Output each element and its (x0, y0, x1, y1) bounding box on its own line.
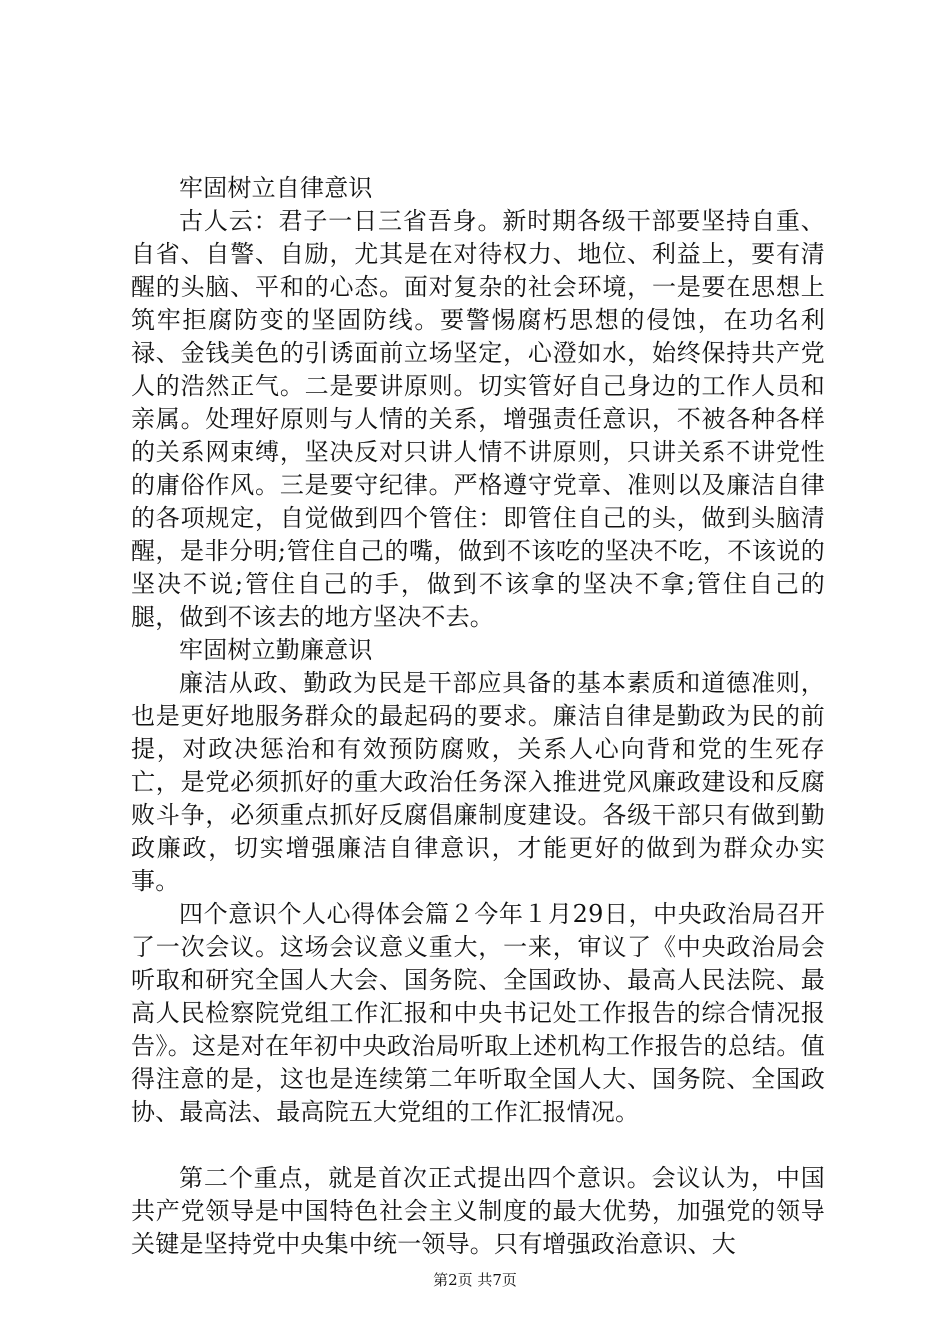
body-paragraph: 廉洁从政、勤政为民是干部应具备的基本素质和道德准则，也是更好地服务群众的最起码的要求。廉洁自律是勤政为民的前提，对政决惩治和有效预防腐败，关系人心向背和党的生死存亡，是党必须抓好的重大政治任务深入推进党风廉政建设和反腐败斗争，必须重点抓好反腐倡廉制度建设。各级干部只有做到勤政廉政，切实增强廉洁自律意识，才能更好的做到为群众办实事。 (131, 669, 825, 895)
paragraph-gap (131, 1129, 825, 1162)
page-footer: 第2页 共7页 (433, 1271, 517, 1289)
body-paragraph: 古人云：君子一日三省吾身。新时期各级干部要坚持自重、自省、自警、自励，尤其是在对待权力、地位、利益上，要有清醒的头脑、平和的心态。面对复杂的社会环境，一是要在思想上筑牢拒腐防变的坚固防线。要警惕腐朽思想的侵蚀，在功名利禄、金钱美色的引诱面前立场坚定，心澄如水，始终保持共产党人的浩然正气。二是要讲原则。切实管好自己身边的工作人员和亲属。处理好原则与人情的关系，增强责任意识，不被各种各样的关系网束缚，坚决反对只讲人情不讲原则，只讲关系不讲党性的庸俗作风。三是要守纪律。严格遵守党章、准则以及廉洁自律的各项规定，自觉做到四个管住：即管住自己的头，做到头脑清醒，是非分明;管住自己的嘴，做到不该吃的坚决不吃，不该说的坚决不说;管住自己的手，做到不该拿的坚决不拿;管住自己的腿，做到不该去的地方坚决不去。 (131, 207, 825, 631)
section-heading: 牢固树立勤廉意识 (179, 636, 373, 664)
body-paragraph: 第二个重点，就是首次正式提出四个意识。会议认为，中国共产党领导是中国特色社会主义制度的最大优势，加强党的领导关键是坚持党中央集中统一领导。只有增强政治意识、大 (131, 1164, 825, 1258)
document-body (131, 172, 825, 1261)
body-paragraph: 四个意识个人心得体会篇２今年１月29日，中央政治局召开了一次会议。这场会议意义重大，一来，审议了《中央政治局会听取和研究全国人大会、国务院、全国政协、最高人民法院、最高人民检察院党组工作汇报和中央书记处工作报告的综合情况报告》。这是对在年初中央政治局听取上述机构工作报告的总结。值得注意的是，这也是连续第二年听取全国人大、国务院、全国政协、最高法、最高院五大党组的工作汇报情况。 (131, 900, 825, 1126)
section-heading: 牢固树立自律意识 (179, 174, 373, 202)
